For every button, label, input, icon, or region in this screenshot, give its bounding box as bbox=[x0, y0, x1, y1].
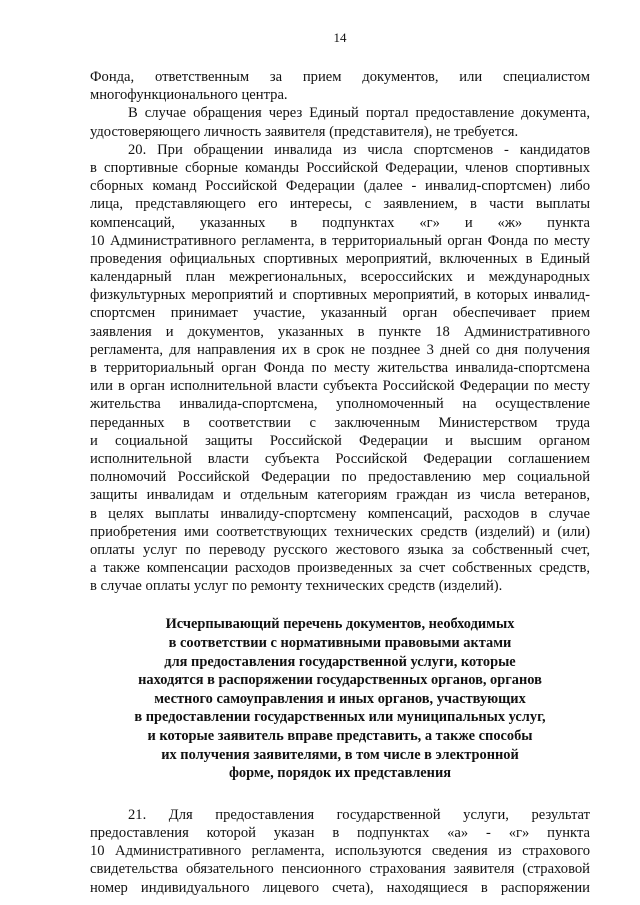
text-line: предоставления которой указан в подпунктах «а» - «г» пункта bbox=[90, 824, 590, 841]
text-line: защиты инвалидам и отдельным категориям граждан из числа ветеранов, bbox=[90, 487, 590, 504]
heading-line: в предоставлении государственных или муниципальных услуг, bbox=[134, 709, 546, 726]
text-line: и социальной защиты Российской Федерации и высшим органом bbox=[90, 432, 590, 449]
text-line: регламента, для направления их в срок не позднее 3 дней со дня получения bbox=[90, 341, 590, 358]
text-line: компенсаций, указанных в подпунктах «г» и «ж» пункта bbox=[90, 214, 590, 231]
text-line: В случае обращения через Единый портал предоставление документа, bbox=[128, 105, 590, 122]
text-line: в целях выплаты инвалиду-спортсмену компенсаций, расходов в случае bbox=[90, 505, 590, 522]
section-heading bbox=[90, 615, 590, 782]
text-line: оплаты услуг по переводу русского жестового языка за собственный счет, bbox=[90, 541, 590, 558]
text-line: проведения официальных спортивных мероприятий, включенных в Единый bbox=[90, 250, 590, 267]
text-line: сборных команд Российской Федерации (далее - инвалид-спортсмен) либо bbox=[90, 178, 590, 195]
text-line: в территориальный орган Фонда по месту жительства инвалида-спортсмена bbox=[90, 360, 590, 376]
heading-line: их получения заявителями, в том числе в электронной bbox=[161, 746, 519, 763]
text-line: номер индивидуального лицевого счета), находящиеся в распоряжении bbox=[90, 879, 590, 896]
text-line: жительства инвалида-спортсмена, уполномоченный на осуществление bbox=[90, 396, 590, 413]
text-line: многофункционального центра. bbox=[90, 87, 288, 104]
text-line: физкультурных мероприятий и спортивных мероприятий, в которых инвалид- bbox=[90, 287, 590, 304]
text-line: 21. Для предоставления государственной услуги, результат bbox=[128, 806, 590, 823]
paragraph-21 bbox=[90, 806, 590, 897]
body-text bbox=[90, 68, 590, 595]
page-number: 14 bbox=[333, 30, 347, 45]
text-line: полномочий Российской Федерации по предоставлению мер социальной bbox=[90, 469, 590, 486]
text-line: спортсмен принимает участие, указанный орган обеспечивает прием bbox=[90, 305, 590, 322]
text-line: календарный план межрегиональных, всероссийских и международных bbox=[90, 269, 590, 286]
text-line: 20. При обращении инвалида из числа спортсменов - кандидатов bbox=[128, 141, 590, 158]
text-line: исполнительной власти субъекта Российской Федерации соглашением bbox=[90, 450, 590, 467]
paragraph bbox=[90, 68, 590, 104]
text-line: лица, представляющего его интересы, с заявлением, в части выплаты bbox=[90, 196, 590, 213]
heading-line: и которые заявитель вправе представить, а также способы bbox=[147, 728, 533, 744]
text-line: заявления и документов, указанных в пункте 18 Административного bbox=[90, 323, 590, 340]
heading-line: в соответствии с нормативными правовыми актами bbox=[168, 635, 512, 652]
paragraph bbox=[90, 104, 590, 140]
text-line: Фонда, ответственным за прием документов, или специалистом bbox=[90, 69, 590, 85]
text-line: приобретения ими соответствующих технических средств (изделий) и (или) bbox=[90, 523, 590, 540]
text-line: переданных в соответствии с заключенным Министерством труда bbox=[90, 414, 590, 431]
heading-line: Исчерпывающий перечень документов, необходимых bbox=[165, 616, 515, 633]
heading-line: форме, порядок их представления bbox=[228, 765, 452, 782]
text-line: а также компенсации расходов произведенных за счет собственных средств, bbox=[90, 560, 590, 577]
paragraph bbox=[90, 806, 590, 897]
text-line: или в орган исполнительной власти субъекта Российской Федерации по месту bbox=[90, 378, 590, 395]
text-line: в спортивные сборные команды Российской Федерации, членов спортивных bbox=[90, 159, 590, 176]
text-line: 10 Административного регламента, в территориальный орган Фонда по месту bbox=[90, 232, 590, 249]
heading-line: находятся в распоряжении государственных органов, органов bbox=[138, 672, 542, 689]
heading-line: для предоставления государственной услуги, которые bbox=[164, 653, 516, 670]
text-line: 10 Административного регламента, используются сведения из страхового bbox=[90, 843, 590, 860]
heading-line: местного самоуправления и иных органов, участвующих bbox=[154, 690, 526, 707]
paragraph bbox=[90, 141, 590, 596]
text-line: в случае оплаты услуг по ремонту технических средств (изделий). bbox=[90, 578, 503, 595]
text-line: свидетельства обязательного пенсионного страхования заявителя (страховой bbox=[90, 861, 590, 878]
text-line: удостоверяющего личность заявителя (представителя), не требуется. bbox=[90, 123, 519, 140]
